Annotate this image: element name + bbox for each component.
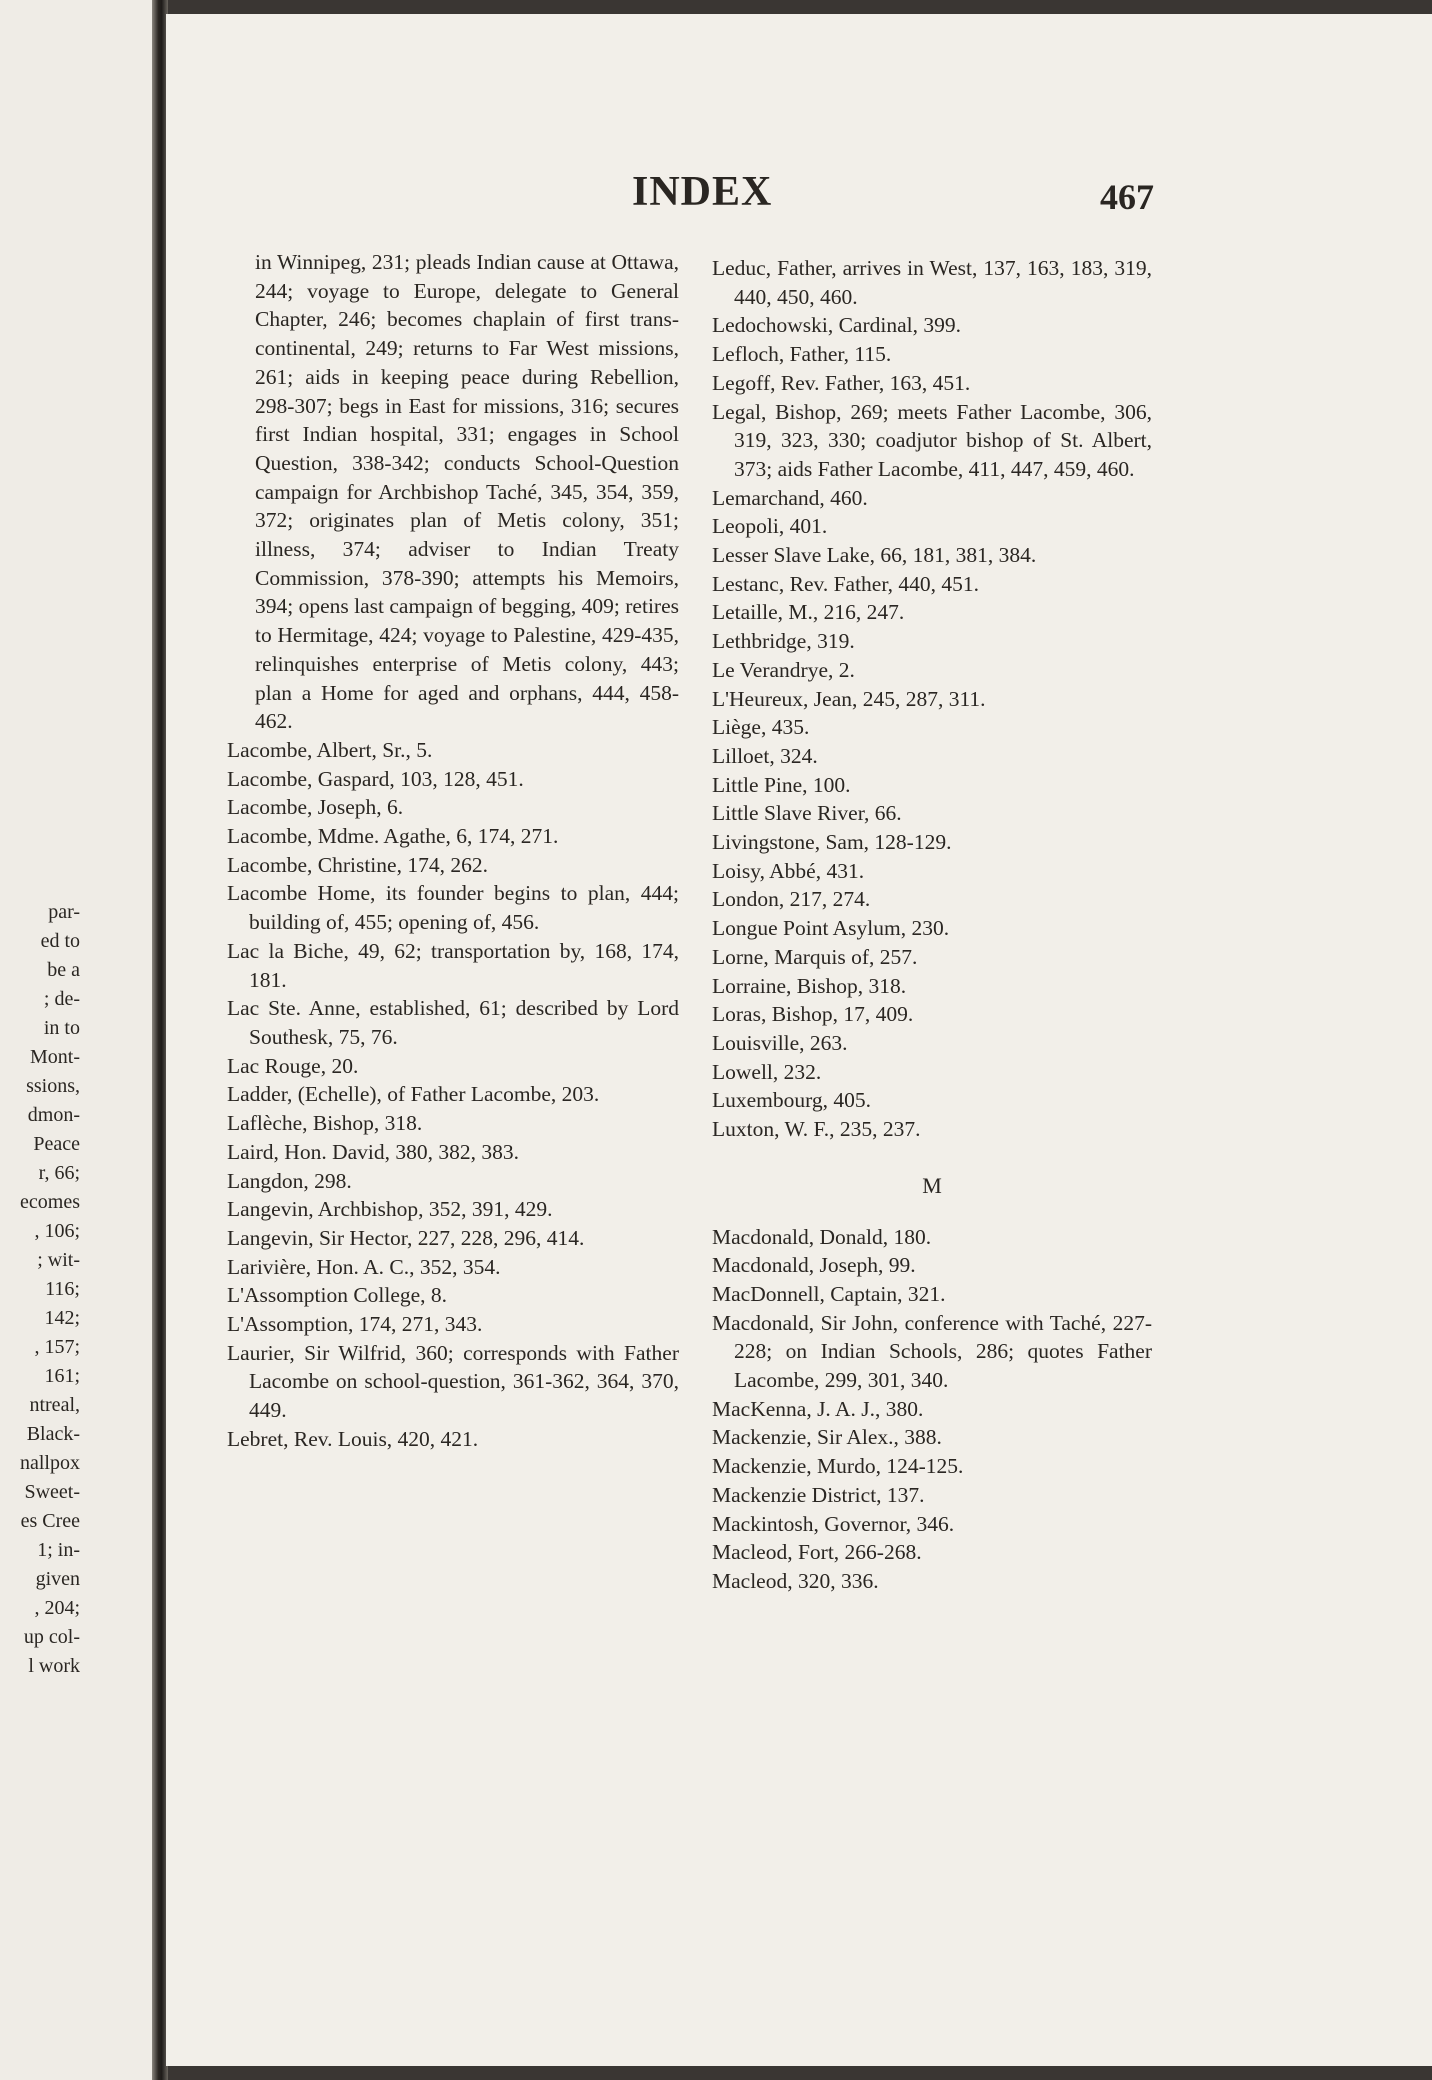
index-entry: Loras, Bishop, 17, 409. (712, 1002, 914, 1027)
index-entry: Lacombe, Albert, Sr., 5. (227, 737, 433, 762)
index-entry: Liège, 435. (712, 715, 810, 740)
facing-page-line: Peace (33, 1133, 80, 1155)
index-entry: Mackenzie, Murdo, 124-125. (712, 1454, 964, 1479)
facing-page-line: ntreal, (29, 1394, 80, 1416)
facing-page-line: ecomes (20, 1191, 80, 1213)
facing-page-line: ; de- (43, 988, 80, 1010)
index-entry: Larivière, Hon. A. C., 352, 354. (227, 1254, 501, 1279)
page-title: INDEX (632, 169, 773, 215)
index-entry: Legal, Bishop, 269; meets Father Lacombe, 306, 319, 323, 330; coadjutor bishop of St. Albert, 373; aids Father Lacombe, 411, 447, 459, 460. (712, 399, 1152, 481)
index-column-left (227, 248, 679, 1454)
facing-page-line: Black- (26, 1423, 80, 1445)
index-column-right (712, 254, 1152, 1596)
facing-page-line: in to (43, 1017, 80, 1039)
index-entry: Langevin, Archbishop, 352, 391, 429. (227, 1197, 553, 1222)
facing-page-line: , 106; (34, 1220, 80, 1242)
facing-page-text (0, 898, 80, 1681)
index-entry: L'Heureux, Jean, 245, 287, 311. (712, 686, 986, 711)
index-entry: Longue Point Asylum, 230. (712, 916, 950, 941)
index-entry: MacDonnell, Captain, 321. (712, 1281, 946, 1306)
index-entry: Lethbridge, 319. (712, 629, 855, 654)
index-entry: Ledochowski, Cardinal, 399. (712, 313, 961, 338)
index-entry: Livingstone, Sam, 128-129. (712, 830, 952, 855)
index-entry: Louisville, 263. (712, 1030, 848, 1055)
index-entry: Macdonald, Joseph, 99. (712, 1253, 916, 1278)
index-entry: Langevin, Sir Hector, 227, 228, 296, 414. (227, 1225, 585, 1250)
facing-page (0, 0, 160, 2080)
index-entry: Lac Rouge, 20. (227, 1053, 359, 1078)
index-entry: Macleod, 320, 336. (712, 1568, 879, 1593)
index-entry: Lestanc, Rev. Father, 440, 451. (712, 571, 980, 596)
index-entry: Macdonald, Donald, 180. (712, 1224, 932, 1249)
index-entry: Lemarchand, 460. (712, 485, 868, 510)
index-entry: Mackenzie District, 137. (712, 1482, 925, 1507)
facing-page-line: ssions, (26, 1075, 80, 1097)
index-entry: L'Assomption College, 8. (227, 1283, 448, 1308)
facing-page-line: Sweet- (24, 1481, 80, 1503)
facing-page-line: up col- (23, 1626, 80, 1648)
index-entry: Lefloch, Father, 115. (712, 342, 892, 367)
facing-page-line: given (35, 1568, 80, 1590)
index-entry: L'Assomption, 174, 271, 343. (227, 1312, 483, 1337)
index-entry: Lorraine, Bishop, 318. (712, 973, 907, 998)
index-entry: Lac la Biche, 49, 62; transportation by, 168, 174, 181. (227, 938, 679, 992)
index-entry: Mackenzie, Sir Alex., 388. (712, 1425, 942, 1450)
index-entry: Lacombe, Mdme. Agathe, 6, 174, 271. (227, 824, 559, 849)
index-entry: Lowell, 232. (712, 1059, 822, 1084)
facing-page-line: par- (48, 901, 80, 923)
index-entry: Macdonald, Sir John, conference with Taché, 227-228; on Indian Schools, 286; quotes Father Lacombe, 299, 301, 340. (712, 1310, 1152, 1393)
index-entry: Lacombe, Christine, 174, 262. (227, 852, 488, 877)
facing-page-line: 142; (44, 1307, 80, 1329)
index-entry: Le Verandrye, 2. (712, 657, 855, 682)
facing-page-line: , 157; (34, 1336, 80, 1358)
index-entry: Langdon, 298. (227, 1168, 352, 1193)
index-entry: Lorne, Marquis of, 257. (712, 944, 918, 969)
index-entry: Macleod, Fort, 266-268. (712, 1540, 922, 1565)
index-entry: Lebret, Rev. Louis, 420, 421. (227, 1426, 479, 1451)
facing-page-line: l work (28, 1655, 80, 1677)
index-entry: Lacombe, Joseph, 6. (227, 795, 404, 820)
facing-page-line: 1; in- (37, 1539, 80, 1561)
index-entry: Loisy, Abbé, 431. (712, 858, 865, 883)
index-entry: Lacombe Home, its founder begins to plan, 444; building of, 455; opening of, 456. (227, 881, 679, 935)
index-entry: Laurier, Sir Wilfrid, 360; corresponds with Father Lacombe on school-question, 361-362, 364, 370, 449. (227, 1340, 679, 1423)
facing-page-line: ed to (40, 930, 80, 952)
facing-page-line: dmon- (27, 1104, 80, 1126)
facing-page-line: be a (47, 959, 80, 981)
index-entry: Laird, Hon. David, 380, 382, 383. (227, 1139, 520, 1164)
facing-page-line: 116; (45, 1278, 80, 1300)
index-entry: Little Pine, 100. (712, 772, 851, 797)
section-letter: M (922, 1172, 942, 1198)
index-entry: Leopoli, 401. (712, 514, 828, 539)
facing-page-line: 161; (44, 1365, 80, 1387)
index-entry: Ladder, (Echelle), of Father Lacombe, 203. (227, 1082, 600, 1107)
index-entry: Luxembourg, 405. (712, 1088, 872, 1113)
index-entry: Lacombe, Gaspard, 103, 128, 451. (227, 766, 524, 791)
facing-page-line: r, 66; (38, 1162, 80, 1184)
index-entry: MacKenna, J. A. J., 380. (712, 1396, 924, 1421)
index-entry: Lac Ste. Anne, established, 61; described by Lord Southesk, 75, 76. (227, 996, 679, 1049)
index-entry: in Winnipeg, 231; pleads Indian cause at Ottawa, 244; voyage to Europe, delegate to General Chapter, 246; becomes chaplain of first trans-continental, 249; returns to Far West missions, 261; aids in keeping peace during Rebellion, 298-307; begs in East for missions, 316; secures first Indian hospital, 331; engages in School Question, 338-342; conducts School-Question campaign for Archbishop Taché, 345, 354, 359, 372; originates plan of Metis colony, 351; illness, 374; adviser to Indian Treaty Commission, 378-390; attempts his Memoirs, 394; opens last campaign of begging, 409; retires to Hermitage, 424; voyage to Palestine, 429-435, relinquishes enterprise of Metis colony, 443; plan a Home for aged and orphans, 444, 458-462. (255, 250, 679, 734)
index-entry: London, 217, 274. (712, 887, 871, 912)
index-entry: Leduc, Father, arrives in West, 137, 163, 183, 319, 440, 450, 460. (712, 256, 1152, 309)
facing-page-line: , 204; (34, 1597, 80, 1619)
index-entry: Little Slave River, 66. (712, 801, 902, 826)
index-entry: Letaille, M., 216, 247. (712, 600, 905, 625)
index-entry: Luxton, W. F., 235, 237. (712, 1117, 921, 1142)
page-number: 467 (1100, 177, 1154, 217)
index-entry: Lilloet, 324. (712, 743, 818, 768)
index-entry: Mackintosh, Governor, 346. (712, 1511, 955, 1536)
index-entry: Legoff, Rev. Father, 163, 451. (712, 370, 971, 395)
index-entry: Laflèche, Bishop, 318. (227, 1111, 423, 1136)
facing-page-line: es Cree (20, 1510, 80, 1532)
facing-page-line: nallpox (20, 1452, 80, 1474)
facing-page-line: Mont- (30, 1046, 80, 1068)
facing-page-line: ; wit- (37, 1249, 80, 1271)
index-entry: Lesser Slave Lake, 66, 181, 381, 384. (712, 543, 1037, 568)
